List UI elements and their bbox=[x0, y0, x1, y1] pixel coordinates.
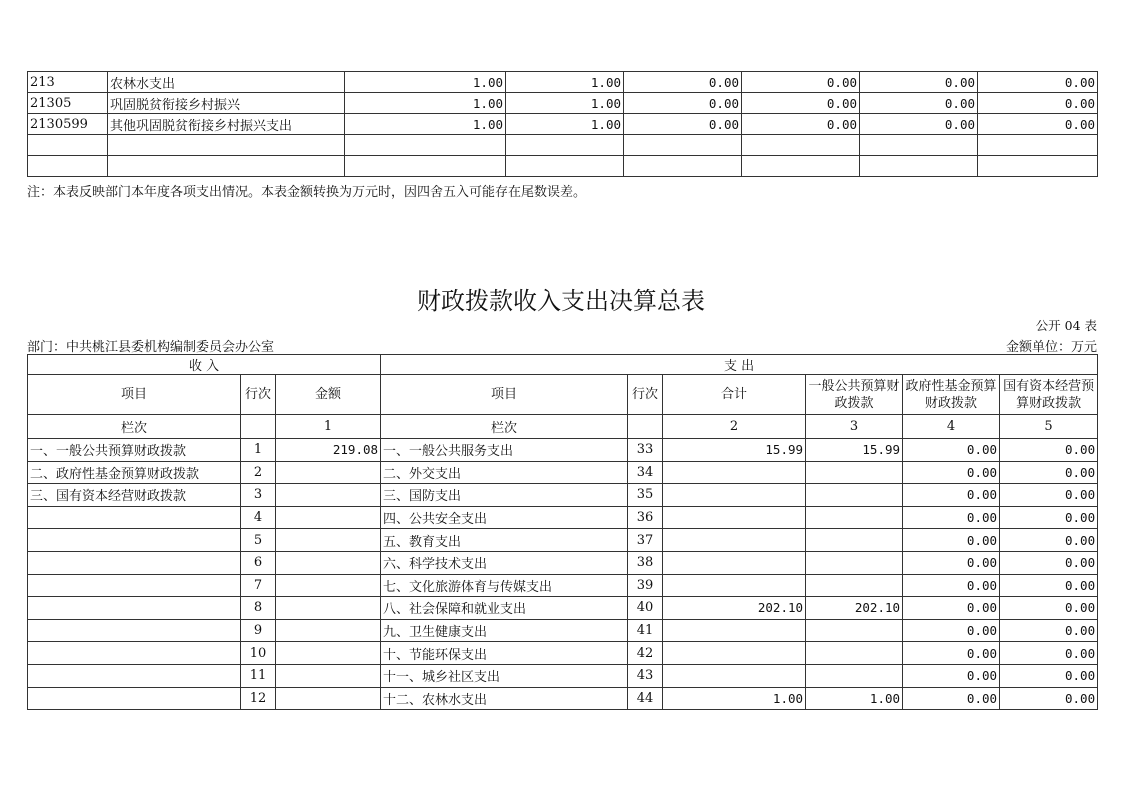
income-line-no-cell: 1 bbox=[241, 439, 276, 462]
income-amount-header: 金额 bbox=[276, 375, 381, 415]
function-code-cell: 2130599 bbox=[28, 114, 108, 135]
amount-cell: 1.00 bbox=[345, 114, 506, 135]
table-row bbox=[28, 529, 1098, 552]
table-row bbox=[28, 664, 1098, 687]
general-budget-cell: 202.10 bbox=[806, 597, 903, 620]
table-note: 注：本表反映部门本年度各项支出情况。本表金额转换为万元时，因四舍五入可能存在尾数误差。 bbox=[27, 185, 587, 200]
general-budget-cell bbox=[806, 461, 903, 484]
income-column-label: 栏次 bbox=[28, 415, 241, 439]
income-line-no-cell: 8 bbox=[241, 597, 276, 620]
amount-cell bbox=[345, 135, 506, 156]
fiscal-appropriation-summary-table bbox=[27, 354, 1098, 710]
expense-line-no-header: 行次 bbox=[628, 375, 663, 415]
general-budget-header: 一般公共预算财政拨款 bbox=[806, 375, 903, 415]
expense-total-cell bbox=[663, 551, 806, 574]
amount-cell: 0.00 bbox=[860, 72, 978, 93]
expense-total-cell bbox=[663, 506, 806, 529]
gov-fund-cell: 0.00 bbox=[903, 439, 1000, 462]
amount-cell bbox=[506, 135, 624, 156]
expense-line-no-cell: 39 bbox=[628, 574, 663, 597]
income-amount-cell bbox=[276, 597, 381, 620]
amount-cell bbox=[624, 135, 742, 156]
gov-fund-column-number: 4 bbox=[903, 415, 1000, 439]
gov-fund-cell: 0.00 bbox=[903, 619, 1000, 642]
income-line-no-cell: 4 bbox=[241, 506, 276, 529]
general-budget-column-number: 3 bbox=[806, 415, 903, 439]
amount-cell: 1.00 bbox=[506, 72, 624, 93]
expense-line-no-cell: 40 bbox=[628, 597, 663, 620]
table-row bbox=[28, 597, 1098, 620]
income-amount-cell bbox=[276, 461, 381, 484]
state-capital-cell: 0.00 bbox=[1000, 506, 1098, 529]
expense-line-no-cell: 42 bbox=[628, 642, 663, 665]
gov-fund-cell: 0.00 bbox=[903, 574, 1000, 597]
gov-fund-cell: 0.00 bbox=[903, 484, 1000, 507]
state-capital-cell: 0.00 bbox=[1000, 664, 1098, 687]
income-item-cell bbox=[28, 597, 241, 620]
income-line-no-cell: 7 bbox=[241, 574, 276, 597]
expense-item-cell: 四、公共安全支出 bbox=[381, 506, 628, 529]
expense-item-cell: 三、国防支出 bbox=[381, 484, 628, 507]
state-capital-cell: 0.00 bbox=[1000, 687, 1098, 710]
income-item-header: 项目 bbox=[28, 375, 241, 415]
state-capital-cell: 0.00 bbox=[1000, 642, 1098, 665]
income-line-no-cell: 10 bbox=[241, 642, 276, 665]
expense-item-cell: 六、科学技术支出 bbox=[381, 551, 628, 574]
table-row bbox=[28, 506, 1098, 529]
income-amount-cell bbox=[276, 664, 381, 687]
income-item-cell: 二、政府性基金预算财政拨款 bbox=[28, 461, 241, 484]
income-line-no-cell: 5 bbox=[241, 529, 276, 552]
expense-item-cell: 八、社会保障和就业支出 bbox=[381, 597, 628, 620]
total-column-number: 2 bbox=[663, 415, 806, 439]
amount-cell bbox=[978, 156, 1098, 177]
state-capital-cell: 0.00 bbox=[1000, 551, 1098, 574]
general-budget-cell bbox=[806, 619, 903, 642]
general-budget-cell bbox=[806, 574, 903, 597]
expense-total-cell bbox=[663, 574, 806, 597]
general-budget-cell bbox=[806, 642, 903, 665]
income-amount-cell bbox=[276, 687, 381, 710]
function-name-cell: 巩固脱贫衔接乡村振兴 bbox=[108, 93, 345, 114]
table-row bbox=[28, 72, 1098, 93]
income-item-cell: 一、一般公共预算财政拨款 bbox=[28, 439, 241, 462]
amount-unit-label: 金额单位：万元 bbox=[1005, 340, 1097, 355]
expense-section-header: 支 出 bbox=[381, 355, 1098, 375]
expense-line-no-cell: 34 bbox=[628, 461, 663, 484]
expense-total-cell: 1.00 bbox=[663, 687, 806, 710]
income-item-cell bbox=[28, 619, 241, 642]
expense-item-header: 项目 bbox=[381, 375, 628, 415]
income-line-no-cell: 12 bbox=[241, 687, 276, 710]
income-line-no-cell: 6 bbox=[241, 551, 276, 574]
expense-total-cell: 15.99 bbox=[663, 439, 806, 462]
table-row bbox=[28, 114, 1098, 135]
general-budget-cell bbox=[806, 551, 903, 574]
amount-cell: 1.00 bbox=[506, 114, 624, 135]
state-capital-cell: 0.00 bbox=[1000, 461, 1098, 484]
general-budget-cell bbox=[806, 484, 903, 507]
expense-line-no-cell: 37 bbox=[628, 529, 663, 552]
table-row bbox=[28, 484, 1098, 507]
table-row bbox=[28, 687, 1098, 710]
state-capital-header: 国有资本经营预算财政拨款 bbox=[1000, 375, 1098, 415]
form-number: 公开 04 表 bbox=[1035, 318, 1097, 333]
amount-cell: 0.00 bbox=[978, 72, 1098, 93]
income-amount-cell bbox=[276, 574, 381, 597]
general-budget-cell: 15.99 bbox=[806, 439, 903, 462]
section-header-row bbox=[28, 355, 1098, 375]
amount-cell bbox=[345, 156, 506, 177]
income-item-cell: 三、国有资本经营财政拨款 bbox=[28, 484, 241, 507]
amount-cell: 0.00 bbox=[742, 114, 860, 135]
gov-fund-header: 政府性基金预算财政拨款 bbox=[903, 375, 1000, 415]
gov-fund-cell: 0.00 bbox=[903, 642, 1000, 665]
income-amount-cell bbox=[276, 551, 381, 574]
expense-total-cell bbox=[663, 529, 806, 552]
expense-item-cell: 一、一般公共服务支出 bbox=[381, 439, 628, 462]
table-row bbox=[28, 461, 1098, 484]
gov-fund-cell: 0.00 bbox=[903, 597, 1000, 620]
function-code-cell bbox=[28, 135, 108, 156]
expense-item-cell: 十一、城乡社区支出 bbox=[381, 664, 628, 687]
function-code-cell: 213 bbox=[28, 72, 108, 93]
amount-cell: 0.00 bbox=[742, 93, 860, 114]
function-name-cell: 农林水支出 bbox=[108, 72, 345, 93]
function-name-cell bbox=[108, 135, 345, 156]
amount-cell: 0.00 bbox=[624, 93, 742, 114]
expense-line-no-cell: 44 bbox=[628, 687, 663, 710]
table-row bbox=[28, 551, 1098, 574]
state-capital-column-number: 5 bbox=[1000, 415, 1098, 439]
amount-cell: 1.00 bbox=[345, 93, 506, 114]
income-line-no-cell: 2 bbox=[241, 461, 276, 484]
gov-fund-cell: 0.00 bbox=[903, 551, 1000, 574]
function-name-cell: 其他巩固脱贫衔接乡村振兴支出 bbox=[108, 114, 345, 135]
expense-item-cell: 二、外交支出 bbox=[381, 461, 628, 484]
amount-cell bbox=[860, 156, 978, 177]
income-item-cell bbox=[28, 506, 241, 529]
amount-cell bbox=[978, 135, 1098, 156]
expense-total-cell bbox=[663, 461, 806, 484]
amount-cell: 1.00 bbox=[345, 72, 506, 93]
income-amount-cell bbox=[276, 506, 381, 529]
gov-fund-cell: 0.00 bbox=[903, 529, 1000, 552]
general-budget-cell bbox=[806, 506, 903, 529]
column-header-row bbox=[28, 375, 1098, 415]
page-title: 财政拨款收入支出决算总表 bbox=[417, 287, 705, 315]
table-row bbox=[28, 93, 1098, 114]
state-capital-cell: 0.00 bbox=[1000, 529, 1098, 552]
expense-line-no-cell: 41 bbox=[628, 619, 663, 642]
expense-line-no-cell: 33 bbox=[628, 439, 663, 462]
amount-cell bbox=[742, 135, 860, 156]
amount-cell: 0.00 bbox=[860, 93, 978, 114]
expense-item-cell: 五、教育支出 bbox=[381, 529, 628, 552]
expense-line-no-cell: 38 bbox=[628, 551, 663, 574]
expense-total-cell bbox=[663, 664, 806, 687]
table-row bbox=[28, 156, 1098, 177]
expense-item-cell: 七、文化旅游体育与传媒支出 bbox=[381, 574, 628, 597]
expense-line-no-cell: 43 bbox=[628, 664, 663, 687]
state-capital-cell: 0.00 bbox=[1000, 619, 1098, 642]
amount-cell: 0.00 bbox=[624, 114, 742, 135]
function-name-cell bbox=[108, 156, 345, 177]
department-label: 部门：中共桃江县委机构编制委员会办公室 bbox=[27, 340, 275, 355]
income-line-no-cell: 9 bbox=[241, 619, 276, 642]
expense-total-cell bbox=[663, 619, 806, 642]
income-line-no-header: 行次 bbox=[241, 375, 276, 415]
expense-total-cell bbox=[663, 642, 806, 665]
amount-cell: 0.00 bbox=[978, 93, 1098, 114]
gov-fund-cell: 0.00 bbox=[903, 664, 1000, 687]
amount-cell: 0.00 bbox=[742, 72, 860, 93]
function-code-cell bbox=[28, 156, 108, 177]
amount-cell bbox=[742, 156, 860, 177]
amount-cell: 0.00 bbox=[978, 114, 1098, 135]
income-amount-cell bbox=[276, 529, 381, 552]
expenditure-detail-table bbox=[27, 71, 1098, 177]
expense-line-no-cell: 36 bbox=[628, 506, 663, 529]
expense-total-header: 合计 bbox=[663, 375, 806, 415]
income-amount-cell bbox=[276, 619, 381, 642]
expense-total-cell: 202.10 bbox=[663, 597, 806, 620]
state-capital-cell: 0.00 bbox=[1000, 439, 1098, 462]
table-row bbox=[28, 135, 1098, 156]
income-item-cell bbox=[28, 551, 241, 574]
general-budget-cell: 1.00 bbox=[806, 687, 903, 710]
general-budget-cell bbox=[806, 529, 903, 552]
amount-cell bbox=[506, 156, 624, 177]
income-line-no-cell: 11 bbox=[241, 664, 276, 687]
amount-cell: 0.00 bbox=[860, 114, 978, 135]
expense-item-cell: 十、节能环保支出 bbox=[381, 642, 628, 665]
amount-cell bbox=[860, 135, 978, 156]
gov-fund-cell: 0.00 bbox=[903, 506, 1000, 529]
column-number-row bbox=[28, 415, 1098, 439]
state-capital-cell: 0.00 bbox=[1000, 597, 1098, 620]
income-item-cell bbox=[28, 664, 241, 687]
income-item-cell bbox=[28, 529, 241, 552]
expense-line-no-cell: 35 bbox=[628, 484, 663, 507]
amount-cell: 1.00 bbox=[506, 93, 624, 114]
income-line-no-cell: 3 bbox=[241, 484, 276, 507]
expense-item-cell: 十二、农林水支出 bbox=[381, 687, 628, 710]
income-item-cell bbox=[28, 642, 241, 665]
income-section-header: 收 入 bbox=[28, 355, 381, 375]
income-item-cell bbox=[28, 687, 241, 710]
amount-cell bbox=[624, 156, 742, 177]
amount-column-number: 1 bbox=[276, 415, 381, 439]
function-code-cell: 21305 bbox=[28, 93, 108, 114]
state-capital-cell: 0.00 bbox=[1000, 574, 1098, 597]
gov-fund-cell: 0.00 bbox=[903, 687, 1000, 710]
expense-item-cell: 九、卫生健康支出 bbox=[381, 619, 628, 642]
income-amount-cell: 219.08 bbox=[276, 439, 381, 462]
table-row bbox=[28, 574, 1098, 597]
state-capital-cell: 0.00 bbox=[1000, 484, 1098, 507]
expense-total-cell bbox=[663, 484, 806, 507]
expense-column-label: 栏次 bbox=[381, 415, 628, 439]
income-amount-cell bbox=[276, 642, 381, 665]
table-row bbox=[28, 619, 1098, 642]
general-budget-cell bbox=[806, 664, 903, 687]
income-amount-cell bbox=[276, 484, 381, 507]
income-item-cell bbox=[28, 574, 241, 597]
gov-fund-cell: 0.00 bbox=[903, 461, 1000, 484]
amount-cell: 0.00 bbox=[624, 72, 742, 93]
table-row bbox=[28, 642, 1098, 665]
table-row bbox=[28, 439, 1098, 462]
